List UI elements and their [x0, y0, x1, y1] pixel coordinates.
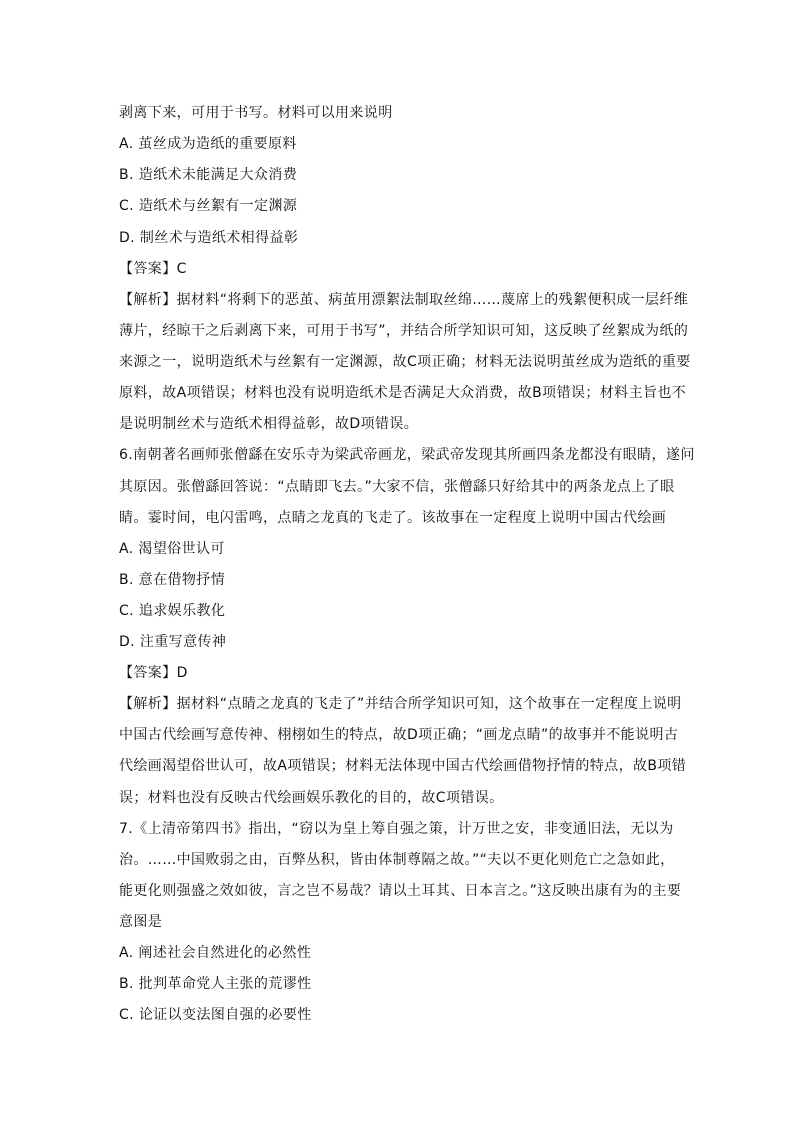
analysis-text: 【解析】据材料“点睛之龙真的飞走了”并结合所学知识可知，这个故事在一定程度上说明 — [119, 696, 682, 712]
question-text: 意图是 — [119, 914, 163, 930]
option-a: A. 渴望俗世认可 — [119, 541, 225, 557]
analysis-text: 代绘画渴望俗世认可，故A项错误；材料无法体现中国古代绘画借物抒情的特点，故B项错 — [119, 758, 687, 774]
option-b: B. 批判革命党人主张的荒谬性 — [119, 976, 312, 992]
option-c: C. 论证以变法图自强的必要性 — [119, 1007, 312, 1023]
option-d: D. 注重写意传神 — [119, 634, 227, 650]
question-text: 其原因。张僧繇回答说：“点睛即飞去。”大家不信，张僧繇只好给其中的两条龙点上了眼 — [119, 479, 675, 495]
option-b: B. 意在借物抒情 — [119, 572, 226, 588]
text-line: 剥离下来，可用于书写。材料可以用来说明 — [119, 105, 393, 121]
question-text: 能更化则强盛之效如彼，言之岂不易哉？请以土耳其、日本言之。”这反映出康有为的主要 — [119, 883, 682, 899]
answer-label: 【答案】C — [119, 261, 187, 277]
question-text: 6.南朝著名画师张僧繇在安乐寺为梁武帝画龙，梁武帝发现其所画四条龙都没有眼睛，遂问 — [119, 447, 695, 463]
question-text: 治。……中国败弱之由，百弊丛积，皆由体制尊隔之故。”“夫以不更化则危亡之急如此， — [119, 852, 675, 868]
analysis-text: 【解析】据材料“将剩下的恶茧、病茧用漂絮法制取丝绵……蔑席上的残絮便积成一层纤维 — [119, 292, 689, 308]
option-d: D. 制丝术与造纸术相得益彰 — [119, 230, 299, 246]
question-text: 7.《上清帝第四书》指出，“窃以为皇上筹自强之策，计万世之安，非变通旧法，无以为 — [119, 821, 674, 837]
analysis-text: 误；材料也没有反映古代绘画娱乐教化的目的，故C项错误。 — [119, 790, 504, 806]
analysis-text: 薄片，经晾干之后剥离下来，可用于书写”，并结合所学知识可知，这反映了丝絮成为纸的 — [119, 323, 689, 339]
option-a: A. 茧丝成为造纸的重要原料 — [119, 136, 297, 152]
analysis-text: 原料，故A项错误；材料也没有说明造纸术是否满足大众消费，故B项错误；材料主旨也不 — [119, 385, 687, 401]
option-c: C. 追求娱乐教化 — [119, 603, 226, 619]
option-a: A. 阐述社会自然进化的必然性 — [119, 945, 312, 961]
analysis-text: 是说明制丝术与造纸术相得益彰，故D项错误。 — [119, 416, 419, 432]
question-text: 睛。霎时间，电闪雷鸣，点睛之龙真的飞走了。该故事在一定程度上说明中国古代绘画 — [119, 510, 667, 526]
option-b: B. 造纸术未能满足大众消费 — [119, 167, 298, 183]
analysis-text: 中国古代绘画写意传神、栩栩如生的特点，故D项正确；“画龙点睛”的故事并不能说明古 — [119, 727, 679, 743]
answer-label: 【答案】D — [119, 665, 188, 681]
option-c: C. 造纸术与丝絮有一定渊源 — [119, 198, 298, 214]
analysis-text: 来源之一，说明造纸术与丝絮有一定渊源，故C项正确；材料无法说明茧丝成为造纸的重要 — [119, 354, 691, 370]
